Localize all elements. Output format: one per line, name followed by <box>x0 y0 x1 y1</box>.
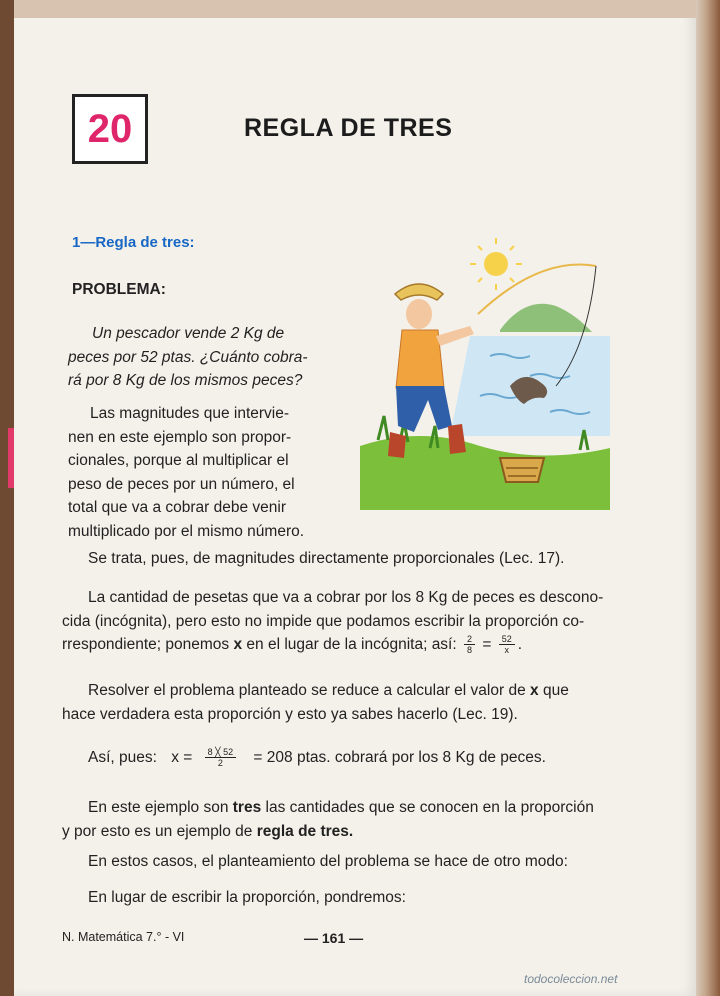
watermark: todocoleccion.net <box>524 972 618 986</box>
paragraph-instead <box>62 886 618 910</box>
problem-line: rá por 8 Kg de los mismos peces? <box>68 372 303 389</box>
paragraph-line: La cantidad de pesetas que va a cobrar por los 8 Kg de peces es descono- <box>88 589 604 606</box>
text-segment: en el lugar de la incógnita; así: <box>246 636 457 653</box>
paragraph-line: total que va a cobrar debe venir <box>68 499 286 516</box>
solution-line <box>62 746 618 770</box>
numerator: 2 <box>464 634 475 645</box>
paragraph-line <box>62 820 618 844</box>
solution-result: = 208 ptas. cobrará por los 8 Kg de peces. <box>253 749 546 766</box>
text-segment: En este ejemplo son <box>88 799 229 816</box>
period: . <box>517 636 523 653</box>
denominator: 8 <box>466 645 472 656</box>
equals-sign: = <box>482 636 492 653</box>
text-segment: Resolver el problema planteado se reduce a calcular el valor de <box>88 682 526 699</box>
lesson-title: REGLA DE TRES <box>244 114 453 142</box>
paragraph-magnitudes <box>68 402 314 543</box>
paragraph-cases <box>62 850 618 874</box>
lesson-number: 20 <box>87 106 133 151</box>
paragraph-solve <box>62 679 618 726</box>
bold-term: regla de tres. <box>256 822 354 840</box>
fraction-right <box>499 634 515 655</box>
problem-line: Un pescador vende 2 Kg de <box>92 325 285 342</box>
page-number: — 161 — <box>304 930 364 946</box>
numerator: 52 <box>499 634 515 645</box>
paragraph-line: peso de peces por un número, el <box>68 475 295 493</box>
text-segment: y por esto es un ejemplo de <box>62 822 253 840</box>
bold-term: tres <box>232 799 262 816</box>
paragraph-rule-of-three <box>62 796 618 843</box>
paragraph-line: cida (incógnita), pero esto no impide que podamos escribir la proporción co- <box>62 612 585 630</box>
paragraph-line <box>62 796 618 820</box>
section-heading: 1—Regla de tres: <box>72 234 195 251</box>
denominator: x <box>504 645 509 656</box>
numerator: 8 ╳ 52 <box>205 747 236 758</box>
paragraph-line: Se trata, pues, de magnitudes directamente proporcionales (Lec. 17). <box>88 550 565 567</box>
lesson-number-box <box>72 94 148 164</box>
paragraph-line: nen en este ejemplo son propor- <box>68 428 292 446</box>
paragraph-line-with-proportion <box>62 633 618 657</box>
unknown-variable: x <box>530 682 539 699</box>
footer-book-title: N. Matemática 7.° - VI <box>62 930 185 944</box>
book-edge <box>696 0 720 996</box>
solution-fraction <box>205 747 236 768</box>
problem-statement <box>68 322 314 393</box>
text-segment: las cantidades que se conocen en la proporción <box>265 799 594 816</box>
paragraph-unknown <box>62 586 618 657</box>
page-tab-marker <box>8 428 14 488</box>
paragraph-line: multiplicado por el mismo número. <box>68 522 305 540</box>
paragraph-line: Las magnitudes que intervie- <box>90 405 290 422</box>
paragraph-line: En lugar de escribir la proporción, pondremos: <box>88 889 406 906</box>
text-segment: que <box>542 682 569 699</box>
paragraph-line <box>62 679 618 703</box>
fisherman-illustration <box>360 236 622 510</box>
paragraph-line: En estos casos, el planteamiento del problema se hace de otro modo: <box>88 853 568 870</box>
paragraph-direct-proportional <box>62 547 618 571</box>
unknown-variable: x <box>233 636 243 653</box>
sun-icon <box>484 252 508 276</box>
problem-label: PROBLEMA: <box>72 281 166 298</box>
paragraph-line: cionales, porque al multiplicar el <box>68 452 289 469</box>
denominator: 2 <box>217 758 223 769</box>
solution-prefix: Así, pues: <box>88 749 157 766</box>
text-segment: rrespondiente; ponemos <box>62 636 230 653</box>
problem-line: peces por 52 ptas. ¿Cuánto cobra- <box>68 348 308 366</box>
solution-variable: x = <box>171 749 193 766</box>
paragraph-line: hace verdadera esta proporción y esto ya sabes hacerlo (Lec. 19). <box>62 705 518 723</box>
page-top-strip <box>14 0 696 18</box>
basket-icon <box>500 458 544 482</box>
fraction-left <box>464 634 475 655</box>
